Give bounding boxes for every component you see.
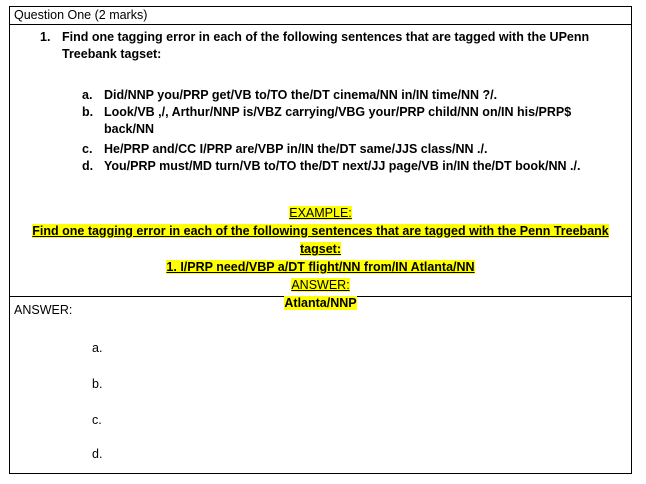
answer-item-b[interactable]: b. (92, 377, 103, 391)
answer-item-a[interactable]: a. (92, 341, 103, 355)
example-answer: Atlanta/NNP (284, 296, 357, 310)
item-sentence: He/PRP and/CC I/PRP are/VBP in/IN the/DT same/JJS class/NN ./. (104, 142, 488, 156)
example-block (10, 204, 631, 312)
answer-label: ANSWER: (14, 303, 73, 317)
item-letter: c. (82, 142, 93, 156)
answer-section (10, 297, 631, 473)
answer-item-d[interactable]: d. (92, 447, 103, 461)
item-sentence: Look/VB ,/, Arthur/NNP is/VBZ carrying/VBG your/PRP child/NN on/IN his/PRP$ back/NN (104, 105, 572, 136)
item-letter: d. (82, 159, 94, 173)
question-prompt (40, 29, 620, 63)
answer-item-c[interactable]: c. (92, 413, 102, 427)
item-letter: b. (82, 105, 94, 119)
example-heading: EXAMPLE: (289, 206, 352, 220)
question-sheet (9, 6, 632, 474)
question-section (10, 25, 631, 310)
question-header (10, 7, 631, 25)
question-text: Find one tagging error in each of the following sentences that are tagged with the UPenn Treebank tagset: (62, 30, 590, 61)
sentence-item-d (82, 158, 587, 175)
item-sentence: Did/NNP you/PRP get/VB to/TO the/DT cinema/NN in/IN time/NN ?/. (104, 88, 498, 102)
item-letter: a. (82, 88, 93, 102)
item-sentence: You/PRP must/MD turn/VB to/TO the/DT next/JJ page/VB in/IN the/DT book/NN ./. (104, 159, 581, 173)
example-instruction: Find one tagging error in each of the following sentences that are tagged with the Penn Treebank tagset: (32, 224, 609, 256)
question-number: 1. (40, 30, 51, 44)
sentence-item-b (82, 104, 587, 138)
question-title: Question One (2 marks) (14, 8, 148, 22)
sentence-item-a (82, 87, 587, 104)
example-answer-heading: ANSWER: (291, 278, 350, 292)
example-sentence: 1. I/PRP need/VBP a/DT flight/NN from/IN Atlanta/NN (166, 260, 475, 274)
sentence-item-c (82, 141, 587, 158)
